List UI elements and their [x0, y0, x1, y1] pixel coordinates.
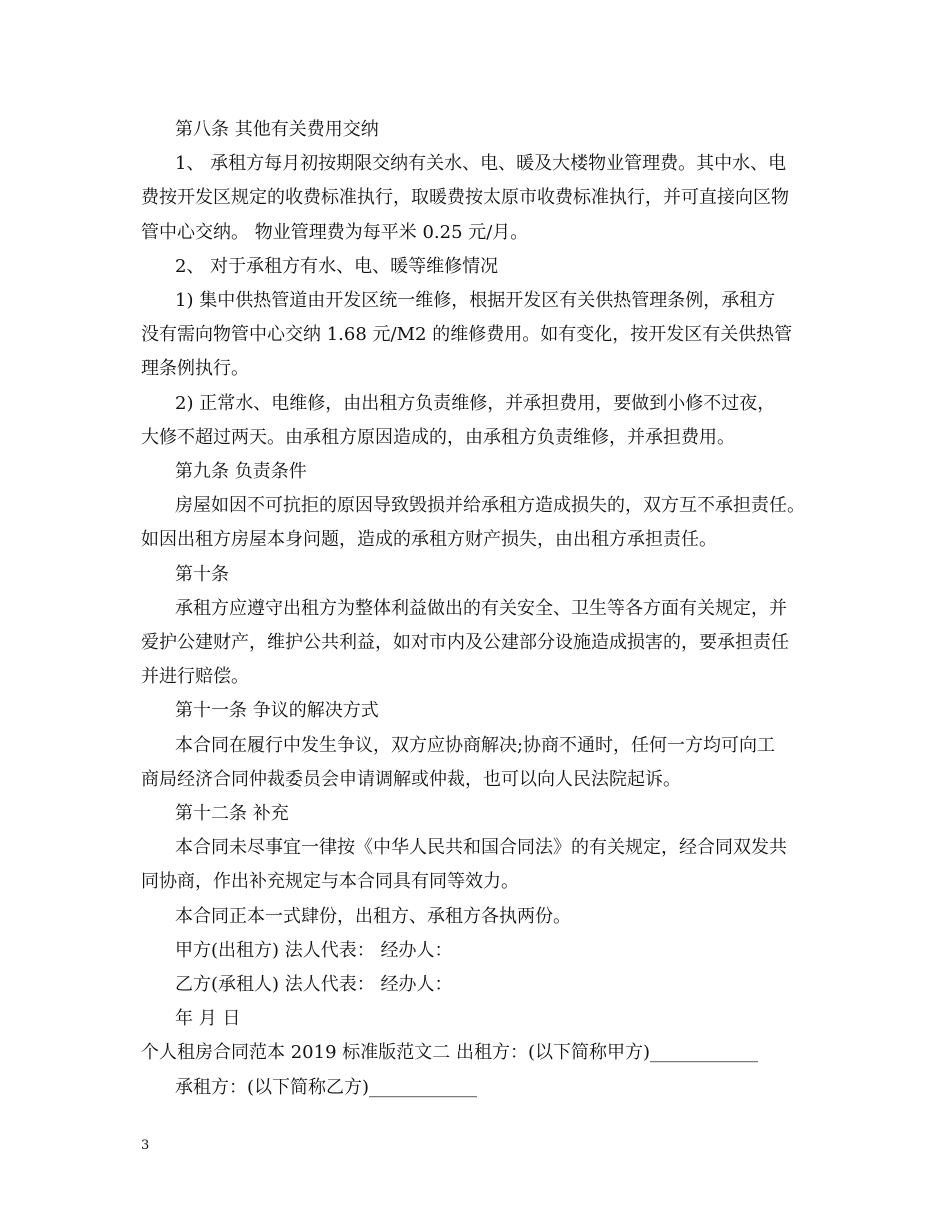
text-line: 本合同在履行中发生争议，双方应协商解决;协商不通时，任何一方均可向工 — [175, 734, 776, 756]
text-line: 并进行赔偿。 — [141, 666, 249, 688]
text-line: 房屋如因不可抗拒的原因导致毁损并给承租方造成损失的，双方互不承担责任。 — [175, 495, 805, 517]
text-line: 第九条 负责条件 — [175, 461, 307, 482]
page-number: 3 — [141, 1138, 150, 1153]
text-line: 爱护公建财产，维护公共利益，如对市内及公建部分设施造成损害的，要承担责任 — [141, 632, 789, 653]
text-line: 第十一条 争议的解决方式 — [175, 700, 379, 722]
text-line: 本合同正本一式肆份，出租方、承租方各执两份。 — [175, 905, 571, 927]
text-line: 甲方(出租方) 法人代表： 经办人： — [175, 939, 453, 961]
text-line: 没有需向物管中心交纳 1.68 元/M2 的维修费用。如有变化，按开发区有关供热管 — [141, 324, 793, 346]
text-line: 承租方应遵守出租方为整体利益做出的有关安全、卫生等各方面有关规定，并 — [175, 597, 787, 619]
text-line: 2) 正常水、电维修，由出租方负责维修，并承担费用，要做到小修不过夜， — [175, 392, 776, 414]
text-line: 2、 对于承租方有水、电、暖等维修情况 — [175, 255, 499, 277]
text-line: 第八条 其他有关费用交纳 — [175, 119, 379, 140]
text-line: 如因出租方房屋本身问题，造成的承租方财产损失，由出租方承担责任。 — [141, 529, 717, 551]
text-line: 商局经济合同仲裁委员会申请调解或仲裁，也可以向人民法院起诉。 — [141, 768, 681, 790]
text-line: 承租方：(以下简称乙方)____________ — [175, 1076, 478, 1098]
text-line: 大修不超过两天。由承租方原因造成的，由承租方负责维修，并承担费用。 — [141, 426, 735, 448]
text-line: 年 月 日 — [175, 1008, 241, 1030]
text-line: 个人租房合同范本 2019 标准版范文二 出租方：(以下简称甲方)____________ — [141, 1042, 759, 1064]
text-line: 同协商，作出补充规定与本合同具有同等效力。 — [141, 871, 519, 893]
text-line: 第十二条 补充 — [175, 803, 289, 824]
text-line: 费按开发区规定的收费标准执行，取暖费按太原市收费标准执行，并可直接向区物 — [141, 187, 789, 209]
text-line: 理条例执行。 — [141, 358, 249, 380]
text-line: 1) 集中供热管道由开发区统一维修，根据开发区有关供热管理条例，承租方 — [175, 290, 776, 311]
text-line: 1、 承租方每月初按期限交纳有关水、电、暖及大楼物业管理费。其中水、电 — [175, 153, 787, 175]
text-line: 本合同未尽事宜一律按《中华人民共和国合同法》的有关规定，经合同双发共 — [175, 837, 787, 859]
text-line: 管中心交纳。 物业管理费为每平米 0.25 元/月。 — [141, 221, 529, 243]
text-line: 乙方(承租人) 法人代表： 经办人： — [175, 974, 453, 995]
text-line: 第十条 — [175, 563, 229, 585]
